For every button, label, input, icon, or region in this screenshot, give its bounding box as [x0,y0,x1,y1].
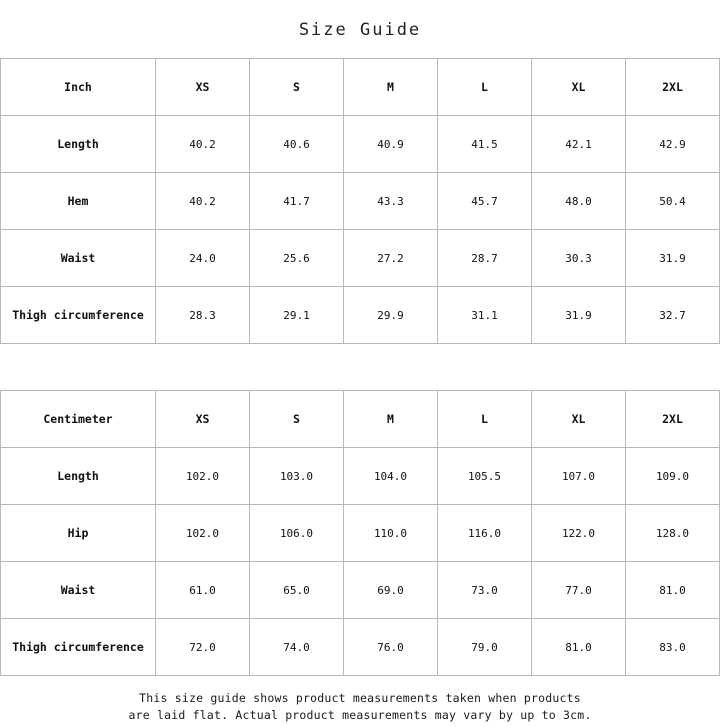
unit-label-inch: Inch [1,59,156,116]
table-cell: 28.3 [156,287,250,344]
table-cell: 42.9 [626,116,720,173]
table-row [1,619,720,676]
table-cell: 24.0 [156,230,250,287]
table-cell: 30.3 [532,230,626,287]
table-row [1,230,720,287]
table-cell: 76.0 [344,619,438,676]
table-cell: 128.0 [626,505,720,562]
unit-label-centimeter: Centimeter [1,391,156,448]
table-cell: 40.2 [156,116,250,173]
table-cell: 102.0 [156,505,250,562]
table-cell: 73.0 [438,562,532,619]
column-header: 2XL [626,59,720,116]
column-header: S [250,59,344,116]
table-cell: 31.9 [532,287,626,344]
table-header-row [1,59,720,116]
table-header-row [1,391,720,448]
table-cell: 25.6 [250,230,344,287]
row-label: Hem [1,173,156,230]
table-cell: 109.0 [626,448,720,505]
column-header: S [250,391,344,448]
footnote-line-1: This size guide shows product measurements taken when products [139,691,581,705]
table-cell: 107.0 [532,448,626,505]
table-cell: 32.7 [626,287,720,344]
page-title: Size Guide [298,20,422,40]
table-cell: 40.9 [344,116,438,173]
table-cell: 77.0 [532,562,626,619]
table-row [1,505,720,562]
table-cell: 41.7 [250,173,344,230]
table-cell: 43.3 [344,173,438,230]
table-cell: 105.5 [438,448,532,505]
table-cell: 61.0 [156,562,250,619]
row-label: Length [1,448,156,505]
table-cell: 48.0 [532,173,626,230]
table-cell: 28.7 [438,230,532,287]
column-header: L [438,391,532,448]
row-label: Waist [1,562,156,619]
column-header: M [344,391,438,448]
table-cell: 41.5 [438,116,532,173]
table-cell: 81.0 [532,619,626,676]
table-cell: 40.6 [250,116,344,173]
table-row [1,116,720,173]
row-label: Thigh circumference [1,619,156,676]
table-cell: 103.0 [250,448,344,505]
row-label: Thigh circumference [1,287,156,344]
column-header: XL [532,59,626,116]
footnote [0,676,720,724]
table-cell: 104.0 [344,448,438,505]
footnote-line-2: are laid flat. Actual product measurements may vary by up to 3cm. [128,708,592,722]
centimeter-size-table [0,390,720,676]
table-cell: 102.0 [156,448,250,505]
table-cell: 72.0 [156,619,250,676]
table-cell: 45.7 [438,173,532,230]
inch-size-table [0,58,720,344]
table-cell: 116.0 [438,505,532,562]
column-header: M [344,59,438,116]
table-cell: 83.0 [626,619,720,676]
table-cell: 29.9 [344,287,438,344]
table-cell: 31.1 [438,287,532,344]
column-header: L [438,59,532,116]
table-row [1,173,720,230]
table-cell: 122.0 [532,505,626,562]
table-cell: 31.9 [626,230,720,287]
row-label: Length [1,116,156,173]
table-cell: 42.1 [532,116,626,173]
table-cell: 106.0 [250,505,344,562]
column-header: XL [532,391,626,448]
table-cell: 79.0 [438,619,532,676]
table-cell: 50.4 [626,173,720,230]
table-cell: 81.0 [626,562,720,619]
column-header: 2XL [626,391,720,448]
table-row [1,562,720,619]
table-cell: 65.0 [250,562,344,619]
table-cell: 74.0 [250,619,344,676]
table-row [1,448,720,505]
table-cell: 40.2 [156,173,250,230]
column-header: XS [156,59,250,116]
table-row [1,287,720,344]
table-spacer [0,344,720,390]
table-cell: 29.1 [250,287,344,344]
table-cell: 27.2 [344,230,438,287]
row-label: Hip [1,505,156,562]
table-cell: 69.0 [344,562,438,619]
table-cell: 110.0 [344,505,438,562]
row-label: Waist [1,230,156,287]
column-header: XS [156,391,250,448]
